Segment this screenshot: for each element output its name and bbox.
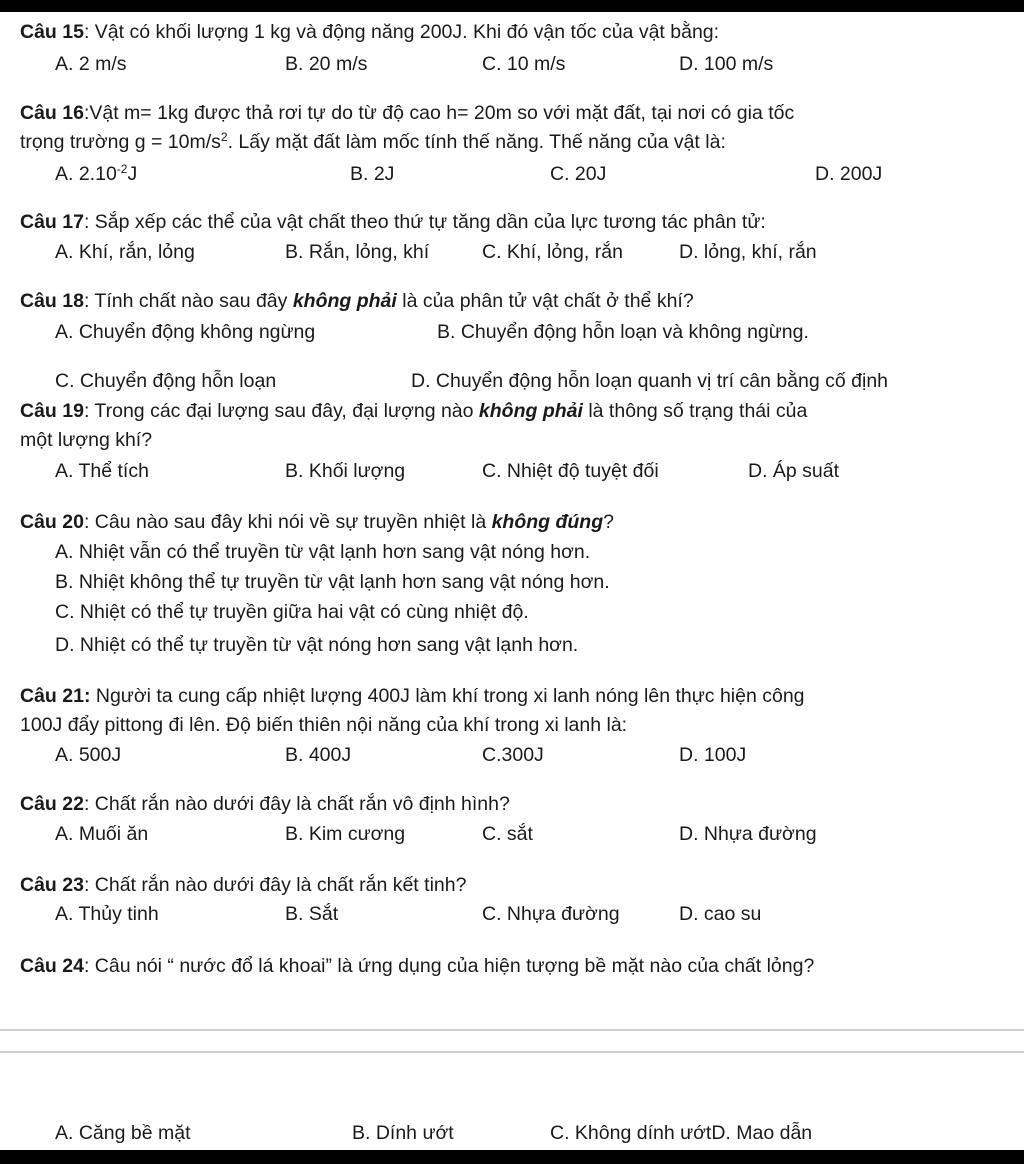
option-d: D. Chuyển động hỗn loạn quanh vị trí cân bằng cố định <box>411 370 889 392</box>
option-c: C.300J <box>482 744 544 766</box>
option-b: B. Kim cương <box>285 823 406 845</box>
question-15 <box>20 20 719 44</box>
question-text: ? <box>603 511 614 533</box>
option-b: B. Chuyển động hỗn loạn và không ngừng. <box>437 321 809 343</box>
option-b: B. 20 m/s <box>285 53 368 75</box>
question-label: Câu 19 <box>20 400 84 422</box>
divider <box>0 1029 1024 1031</box>
question-21-line-2: 100J đẩy pittong đi lên. Độ biến thiên nội năng của khí trong xi lanh là: <box>20 714 628 736</box>
question-18 <box>20 289 694 313</box>
question-19 <box>20 399 807 423</box>
option-c-d: C. Không dính ướtD. Mao dẫn <box>550 1122 813 1144</box>
question-label: Câu 20 <box>20 511 84 533</box>
option-d: D. 100J <box>679 744 747 766</box>
option-b: B. Nhiệt không thể tự truyền từ vật lạnh hơn sang vật nóng hơn. <box>55 571 610 593</box>
option-c: C. 20J <box>550 163 607 185</box>
question-17 <box>20 210 766 234</box>
question-label: Câu 17 <box>20 211 84 233</box>
option-c: C. 10 m/s <box>482 53 566 75</box>
question-text: : Sắp xếp các thể của vật chất theo thứ tự tăng dần của lực tương tác phân tử: <box>83 211 766 233</box>
option-b: B. Dính ướt <box>352 1122 454 1144</box>
option-d: D. cao su <box>679 903 762 925</box>
question-text: là thông số trạng thái của <box>582 400 808 422</box>
question-text: : Chất rắn nào dưới đây là chất rắn vô định hình? <box>83 793 510 815</box>
option-a: A. Căng bề mặt <box>55 1122 191 1144</box>
question-text: trọng trường g = 10m/s <box>20 131 221 153</box>
superscript: -2 <box>116 162 128 176</box>
question-16 <box>20 101 794 125</box>
question-19-line-2: một lượng khí? <box>20 429 153 451</box>
option-d: D. Nhựa đường <box>679 823 817 845</box>
question-text: :Vật m= 1kg được thả rơi tự do từ độ cao h= 20m so với mặt đất, tại nơi có gia tốc <box>83 102 795 124</box>
top-border <box>0 0 1024 12</box>
option-a: A. Thủy tinh <box>55 903 159 925</box>
emphasis: không phải <box>478 400 583 422</box>
question-text: Người ta cung cấp nhiệt lượng 400J làm khí trong xi lanh nóng lên thực hiện công <box>90 685 805 707</box>
superscript: 2 <box>220 130 228 144</box>
question-text: . Lấy mặt đất làm mốc tính thế năng. Thế năng của vật là: <box>227 131 726 153</box>
question-label: Câu 23 <box>20 874 84 896</box>
option-a: A. Khí, rắn, lỏng <box>55 241 195 263</box>
emphasis: không đúng <box>491 511 604 533</box>
question-text: : Chất rắn nào dưới đây là chất rắn kết tinh? <box>83 874 467 896</box>
question-text: : Vật có khối lượng 1 kg và động năng 200J. Khi đó vận tốc của vật bằng: <box>83 21 720 43</box>
option-d: D. 200J <box>815 163 883 185</box>
option-c: C. Nhiệt có thể tự truyền giữa hai vật có cùng nhiệt độ. <box>55 601 529 623</box>
question-label: Câu 15 <box>20 21 84 43</box>
option-a: A. 500J <box>55 744 122 766</box>
question-text: : Tính chất nào sau đây <box>83 290 293 312</box>
option-a: A. Chuyển động không ngừng <box>55 321 316 343</box>
question-21 <box>20 684 805 708</box>
option-d: D. lỏng, khí, rắn <box>679 241 817 263</box>
option-d: D. 100 m/s <box>679 53 774 75</box>
divider <box>0 1051 1024 1053</box>
option-c: C. Chuyển động hỗn loạn <box>55 370 277 392</box>
question-text: là của phân tử vật chất ở thể khí? <box>396 290 694 312</box>
question-label: Câu 22 <box>20 793 84 815</box>
question-label: Câu 18 <box>20 290 84 312</box>
question-24 <box>20 954 814 978</box>
option-a <box>55 162 137 186</box>
option-b: B. 400J <box>285 744 352 766</box>
question-23 <box>20 873 466 897</box>
option-a: A. Nhiệt vẫn có thể truyền từ vật lạnh hơn sang vật nóng hơn. <box>55 541 591 563</box>
option-c: C. Nhựa đường <box>482 903 620 925</box>
option-a-base: A. 2.10 <box>55 163 117 185</box>
option-c: C. Nhiệt độ tuyệt đối <box>482 460 659 482</box>
option-c: C. Khí, lỏng, rắn <box>482 241 623 263</box>
option-c: C. sắt <box>482 823 533 845</box>
option-d: D. Áp suất <box>748 460 840 482</box>
question-label: Câu 16 <box>20 102 84 124</box>
option-a: A. 2 m/s <box>55 53 127 75</box>
option-a-unit: J <box>127 163 138 185</box>
question-label: Câu 21: <box>20 685 91 707</box>
option-b: B. Khối lượng <box>285 460 406 482</box>
question-text: : Câu nói “ nước đổ lá khoai” là ứng dụng của hiện tượng bề mặt nào của chất lỏng? <box>83 955 815 977</box>
option-a: A. Muối ăn <box>55 823 149 845</box>
option-b: B. Rắn, lỏng, khí <box>285 241 430 263</box>
question-20 <box>20 510 614 534</box>
option-d: D. Nhiệt có thể tự truyền từ vật nóng hơn sang vật lạnh hơn. <box>55 634 579 656</box>
option-b: B. 2J <box>350 163 395 185</box>
question-label: Câu 24 <box>20 955 84 977</box>
question-text: : Trong các đại lượng sau đây, đại lượng nào <box>83 400 479 422</box>
bottom-border <box>0 1150 1024 1164</box>
option-b: B. Sắt <box>285 903 339 925</box>
question-text: : Câu nào sau đây khi nói về sự truyền nhiệt là <box>83 511 492 533</box>
option-a: A. Thể tích <box>55 460 149 482</box>
question-16-line-2 <box>20 130 726 154</box>
emphasis: không phải <box>292 290 397 312</box>
question-22 <box>20 792 510 816</box>
